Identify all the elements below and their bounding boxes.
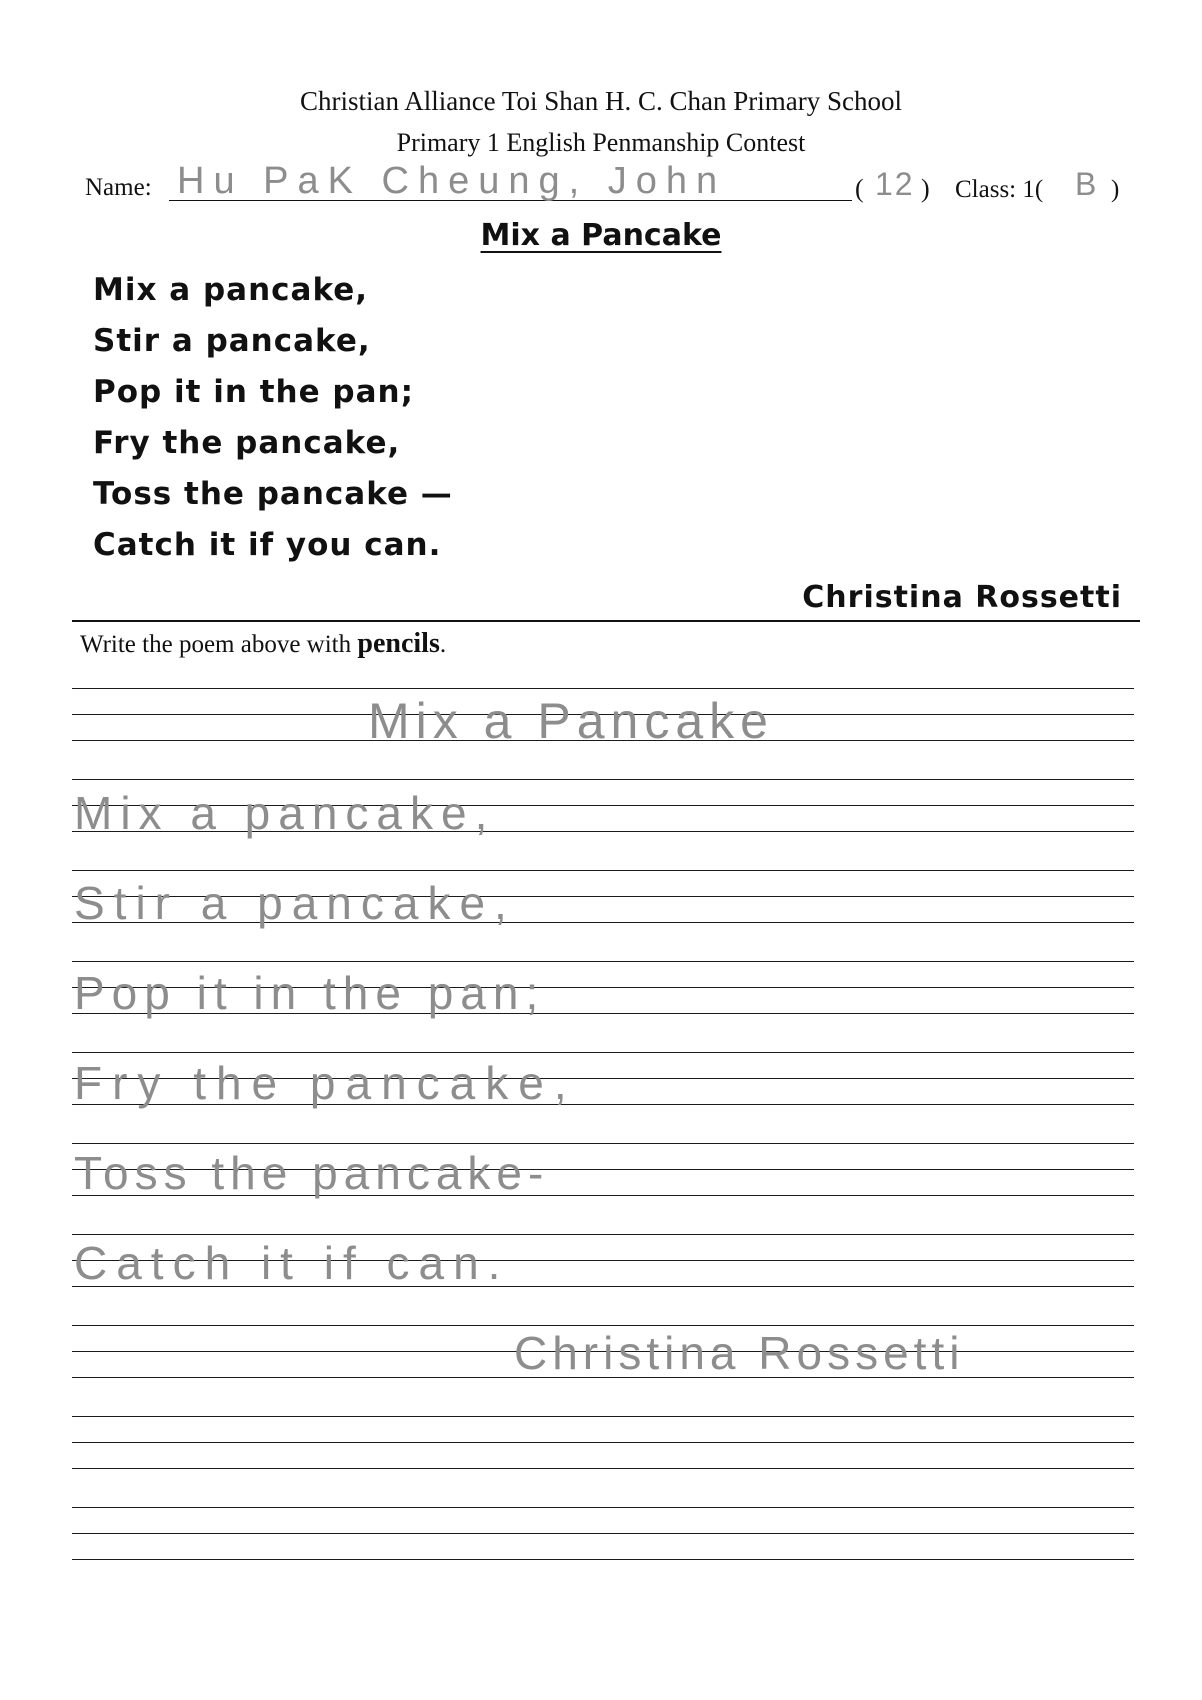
ruled-line [72, 1559, 1134, 1560]
handwritten-line: Fry the pancake, [74, 1057, 577, 1109]
ruled-line [72, 1325, 1134, 1326]
handwritten-author: Christina Rossetti [514, 1327, 965, 1379]
handwriting-area[interactable] [72, 680, 1134, 1640]
ruled-line [72, 1442, 1134, 1443]
class-number-handwritten: 12 [875, 166, 915, 202]
handwritten-title: Mix a Pancake [368, 693, 774, 749]
ruled-line [72, 1507, 1134, 1508]
poem-author: Christina Rossetti [802, 580, 1122, 615]
ruled-line [72, 779, 1134, 780]
handwritten-line: Pop it in the pan; [74, 967, 546, 1019]
student-name-handwritten: Hu PaK Cheung, John [177, 160, 727, 202]
poem-line: Toss the pancake — [93, 476, 453, 512]
ruled-line [72, 1052, 1134, 1053]
name-label: Name: [85, 174, 152, 201]
class-label: Class: 1( [955, 176, 1044, 203]
school-name: Christian Alliance Toi Shan H. C. Chan Primary School [299, 86, 903, 116]
contest-name: Primary 1 English Penmanship Contest [396, 128, 806, 157]
class-close: ) [1111, 176, 1120, 203]
student-info-row [85, 160, 1125, 210]
ruled-line [72, 1533, 1134, 1534]
handwritten-line: Mix a pancake, [74, 787, 496, 839]
ruled-line [72, 961, 1134, 962]
ruled-line [72, 688, 1134, 689]
poem-line: Catch it if you can. [93, 527, 442, 563]
ruled-line [72, 1468, 1134, 1469]
poem-title [0, 218, 1202, 253]
instruction-text [80, 628, 446, 660]
poem-line: Stir a pancake, [93, 323, 371, 359]
handwritten-line: Stir a pancake, [74, 877, 516, 929]
instruction-emphasis: pencils [357, 628, 440, 659]
section-divider [72, 620, 1140, 622]
poem-line: Pop it in the pan; [93, 374, 415, 410]
class-handwritten: B [1075, 166, 1101, 202]
ruled-line [72, 1143, 1134, 1144]
instruction-lead: Write the poem above with [80, 631, 358, 658]
instruction-end: . [439, 631, 447, 658]
poem-title-text: Mix a Pancake [480, 218, 722, 253]
class-number-open: ( [855, 174, 864, 203]
poem-line: Fry the pancake, [93, 425, 401, 461]
poem-text [93, 270, 453, 576]
ruled-line [72, 870, 1134, 871]
handwritten-line: Catch it if can. [74, 1237, 510, 1289]
ruled-line [72, 1416, 1134, 1417]
poem-line: Mix a pancake, [93, 272, 369, 308]
handwritten-line: Toss the pancake- [74, 1147, 550, 1199]
ruled-line [72, 1234, 1134, 1235]
class-number-close: ) [921, 174, 930, 203]
